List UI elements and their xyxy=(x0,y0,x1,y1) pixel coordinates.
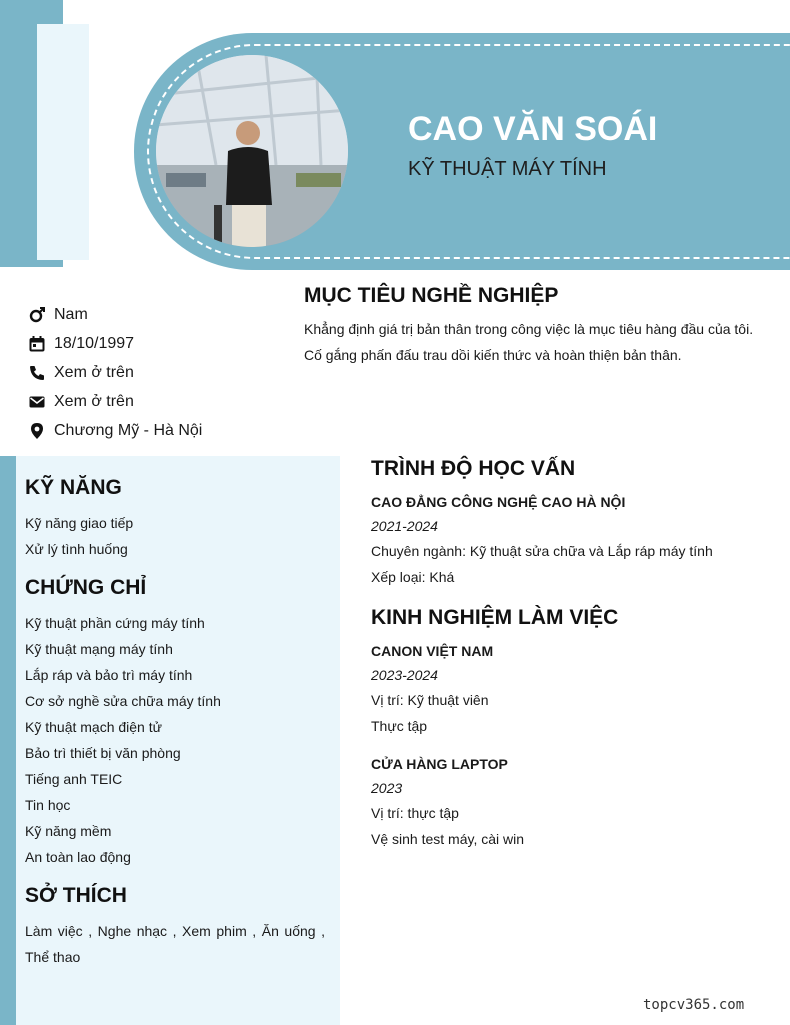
job-period: 2023 xyxy=(371,780,403,796)
education-school: CAO ĐẲNG CÔNG NGHỆ CAO HÀ NỘI xyxy=(371,494,626,510)
experience-title: KINH NGHIỆM LÀM VIỆC xyxy=(371,606,619,629)
certificate-item: Kỹ thuật mạng máy tính xyxy=(25,641,173,657)
info-gender-text: Nam xyxy=(54,305,88,323)
info-phone-text: Xem ở trên xyxy=(54,363,134,381)
job-line: Vệ sinh test máy, cài win xyxy=(371,831,525,847)
objective-title: MỤC TIÊU NGHỀ NGHIỆP xyxy=(304,284,559,307)
certificate-item: Bảo trì thiết bị văn phòng xyxy=(25,745,181,761)
info-phone xyxy=(28,358,202,387)
certificate-item: Kỹ thuật mạch điện tử xyxy=(25,719,162,735)
skill-item: Xử lý tình huống xyxy=(25,541,128,557)
objective-text: Khẳng định giá trị bản thân trong công việc là mục tiêu hàng đầu của tôi. Cố gắng phấn đấu trau dồi kiến thức và hoàn thiện bản thân. xyxy=(304,321,754,363)
calendar-icon xyxy=(28,335,46,353)
job-line: Vị trí: Kỹ thuật viên xyxy=(371,692,489,708)
job-company: CANON VIỆT NAM xyxy=(371,643,494,659)
info-gender xyxy=(28,300,202,329)
job-line: Thực tập xyxy=(371,718,428,734)
job-company: CỬA HÀNG LAPTOP xyxy=(371,756,508,772)
contact-info-list xyxy=(28,300,202,445)
left-panel-accent-bar xyxy=(0,456,16,1025)
location-icon xyxy=(28,422,46,440)
certificates-title: CHỨNG CHỈ xyxy=(25,576,147,599)
skill-item: Kỹ năng giao tiếp xyxy=(25,515,134,531)
right-column xyxy=(371,457,771,852)
objective-section xyxy=(304,284,774,368)
certificate-item: Cơ sở nghề sửa chữa máy tính xyxy=(25,693,221,709)
watermark: topcv365.com xyxy=(643,997,745,1013)
phone-icon xyxy=(28,364,46,382)
info-email-text: Xem ở trên xyxy=(54,392,134,410)
job-line: Vị trí: thực tập xyxy=(371,805,459,821)
certificate-item: Kỹ thuật phần cứng máy tính xyxy=(25,615,205,631)
certificate-item: Tiếng anh TEIC xyxy=(25,771,123,787)
accent-strip xyxy=(37,24,89,260)
gender-icon xyxy=(28,306,46,324)
education-line: Chuyên ngành: Kỹ thuật sửa chữa và Lắp ráp máy tính xyxy=(371,543,713,559)
left-column xyxy=(25,476,325,970)
info-birthday xyxy=(28,329,202,358)
hobbies-text: Làm việc , Nghe nhạc , Xem phim , Ăn uống , Thể thao xyxy=(25,923,325,965)
mail-icon xyxy=(28,393,46,411)
education-period: 2021-2024 xyxy=(371,518,438,534)
profile-title: KỸ THUẬT MÁY TÍNH xyxy=(408,158,607,180)
info-birthday-text: 18/10/1997 xyxy=(54,334,135,352)
profile-name: CAO VĂN SOÁI xyxy=(408,110,658,148)
certificate-item: Kỹ năng mềm xyxy=(25,823,112,839)
education-title: TRÌNH ĐỘ HỌC VẤN xyxy=(371,457,576,480)
info-address-text: Chương Mỹ - Hà Nội xyxy=(54,421,203,439)
info-address xyxy=(28,416,202,445)
certificate-item: An toàn lao động xyxy=(25,849,131,865)
education-line: Xếp loại: Khá xyxy=(371,569,455,585)
profile-photo-illustration xyxy=(156,55,348,247)
profile-photo xyxy=(156,55,348,247)
certificate-item: Tin học xyxy=(25,797,71,813)
skills-title: KỸ NĂNG xyxy=(25,476,122,499)
job-period: 2023-2024 xyxy=(371,667,438,683)
hobbies-title: SỞ THÍCH xyxy=(25,884,127,907)
certificate-item: Lắp ráp và bảo trì máy tính xyxy=(25,667,193,683)
info-email xyxy=(28,387,202,416)
